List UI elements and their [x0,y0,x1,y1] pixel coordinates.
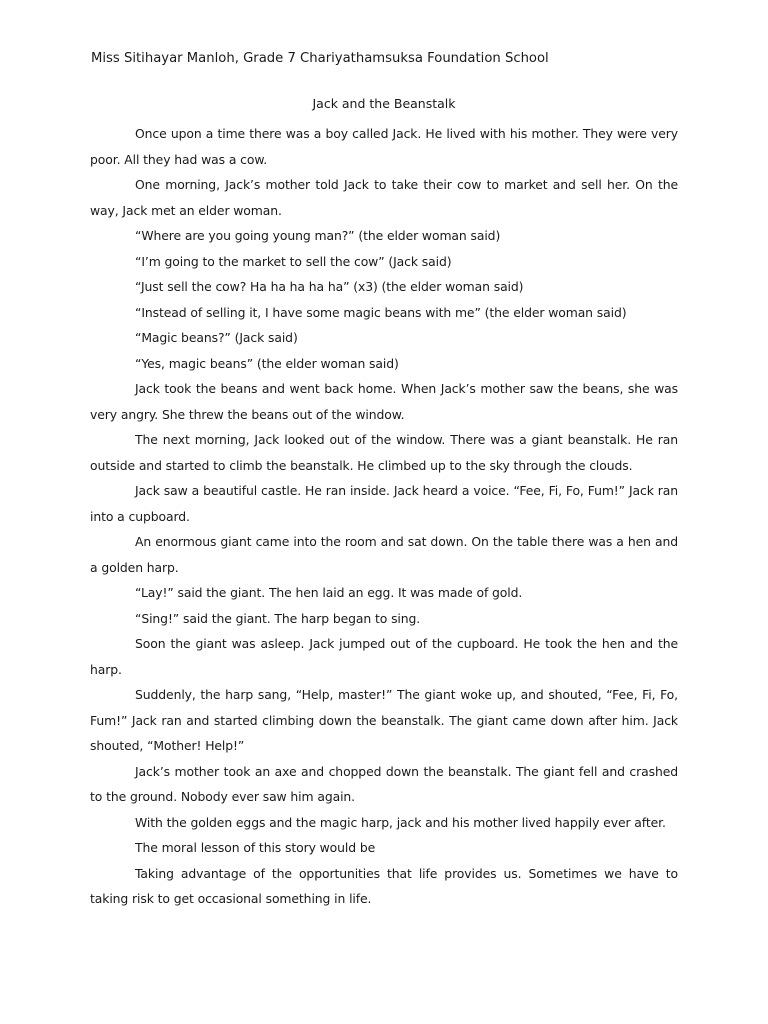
paragraph: Jack’s mother took an axe and chopped down the beanstalk. The giant fell and crashed to the ground. Nobody ever saw him again. [90,763,678,804]
paragraph: Suddenly, the harp sang, “Help, master!” The giant woke up, and shouted, “Fee, Fi, Fo, Fum!” Jack ran and started climbing down the beanstalk. The giant came down after him. Jack shouted, “Mother! Help!” [90,687,678,753]
paragraph: “Lay!” said the giant. The hen laid an egg. It was made of gold. [135,585,523,600]
paragraph: Jack saw a beautiful castle. He ran inside. Jack heard a voice. “Fee, Fi, Fo, Fum!” Jack ran into a cupboard. [90,483,678,524]
story-title: Jack and the Beanstalk [312,96,456,111]
author-line: Miss Sitihayar Manloh, Grade 7 Chariyathamsuksa Foundation School [91,51,549,66]
paragraph: “Sing!” said the giant. The harp began to sing. [135,610,421,626]
paragraph: With the golden eggs and the magic harp, jack and his mother lived happily ever after. [135,814,666,830]
paragraph: “I’m going to the market to sell the cow” (Jack said) [135,253,452,269]
paragraph: “Magic beans?” (Jack said) [135,330,298,345]
story-body [90,121,678,912]
paragraph: One morning, Jack’s mother told Jack to take their cow to market and sell her. On the way, Jack met an elder woman. [90,177,678,218]
paragraph: Once upon a time there was a boy called Jack. He lived with his mother. They were very poor. All they had was a cow. [90,126,678,167]
paragraph: Taking advantage of the opportunities that life provides us. Sometimes we have to taking risk to get occasional something in life. [90,865,678,906]
paragraph: Jack took the beans and went back home. When Jack’s mother saw the beans, she was very angry. She threw the beans out of the window. [90,381,678,422]
paragraph: “Instead of selling it, I have some magic beans with me” (the elder woman said) [135,304,627,320]
paragraph: An enormous giant came into the room and sat down. On the table there was a hen and a golden harp. [90,534,678,575]
paragraph: “Where are you going young man?” (the elder woman said) [135,228,501,243]
paragraph: The next morning, Jack looked out of the window. There was a giant beanstalk. He ran outside and started to climb the beanstalk. He climbed up to the sky through the clouds. [90,432,678,473]
paragraph: “Yes, magic beans” (the elder woman said) [135,355,399,371]
paragraph: “Just sell the cow? Ha ha ha ha ha” (x3) (the elder woman said) [135,279,524,294]
paragraph: Soon the giant was asleep. Jack jumped out of the cupboard. He took the hen and the harp. [90,636,678,677]
paragraph: The moral lesson of this story would be [135,840,376,855]
